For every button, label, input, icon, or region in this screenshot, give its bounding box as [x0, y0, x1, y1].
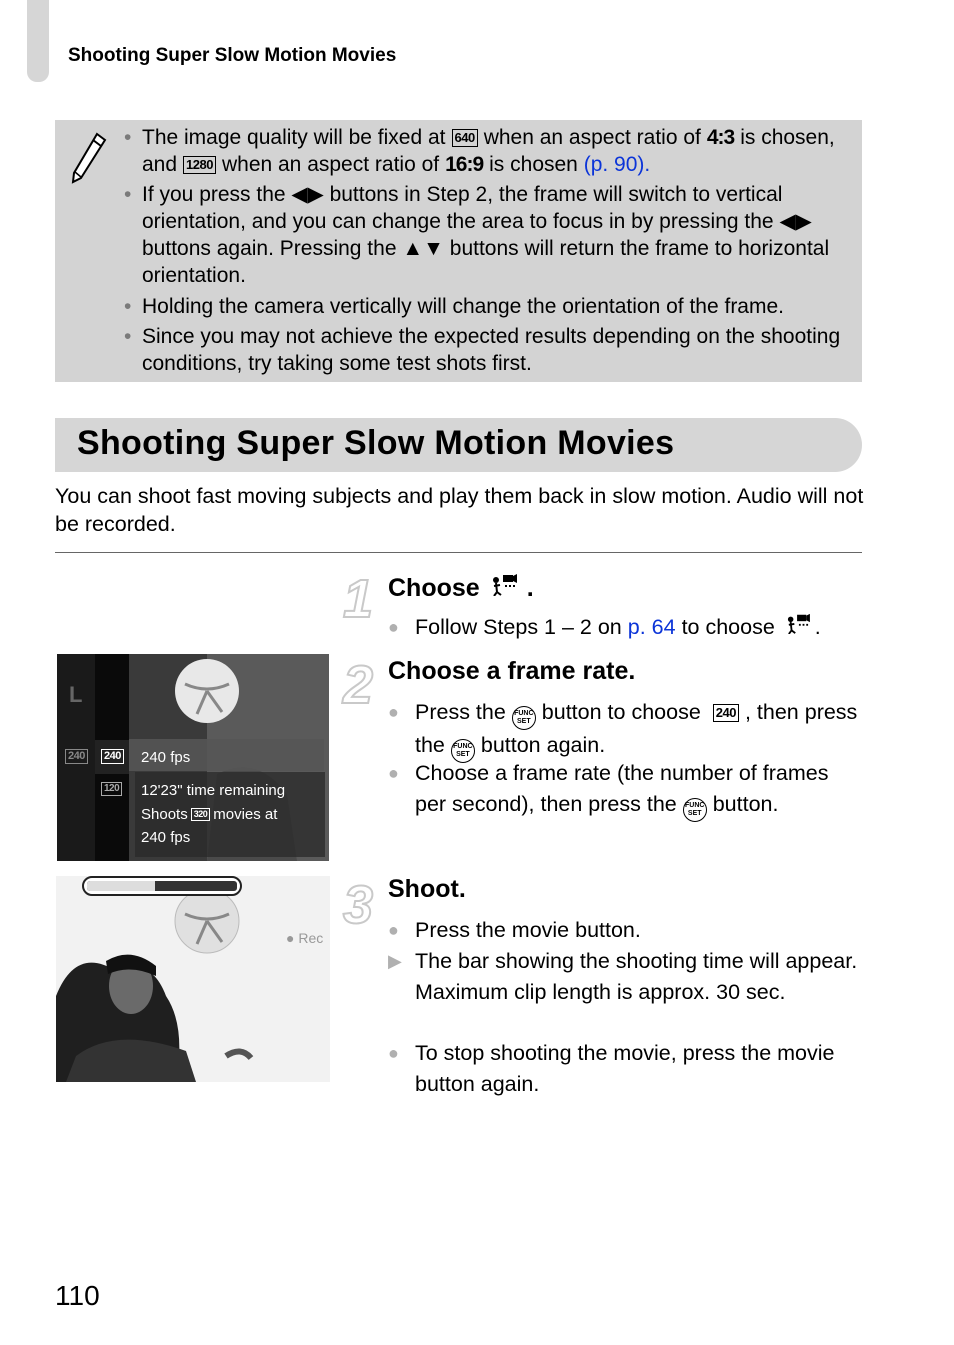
size-l-icon: L	[69, 682, 83, 707]
shoots-fps: 240 fps	[141, 829, 191, 846]
divider	[55, 552, 862, 553]
bullet-dot: •	[124, 295, 132, 318]
shooting-time-bar	[82, 876, 242, 896]
camera-screen-shooting	[56, 876, 330, 1082]
shoots-text: movies at	[213, 806, 278, 823]
rec-label: Rec	[298, 930, 324, 946]
note-text: is chosen, and	[142, 126, 835, 176]
note-text: buttons in Step 2, the frame will switch to vertical orientation, and you can change the area to focus in by pressing the	[142, 183, 783, 233]
step-heading: Choose a frame rate.	[388, 657, 636, 685]
rec-dot-icon: ●	[286, 930, 295, 946]
fps-label: 240 fps	[141, 749, 191, 766]
bullet-text: to choose	[681, 615, 775, 639]
note-text: when an aspect ratio of	[483, 126, 701, 149]
note-text: If you press the	[142, 183, 286, 206]
step-heading-text: Choose	[388, 574, 480, 602]
shooting-time-fill	[87, 881, 155, 891]
bullet-text: button.	[712, 791, 779, 816]
note-text: Since you may not achieve the expected results depending on the shooting conditions, try taking some test shots first.	[142, 325, 841, 375]
side-tab	[27, 0, 49, 82]
note-text: The image quality will be fixed at	[142, 126, 446, 149]
step-number: 2	[343, 655, 374, 715]
note-text: buttons will return the frame to horizontal orientation.	[142, 237, 830, 287]
step-bullet	[388, 612, 865, 643]
bullet-circle-icon: ●	[388, 763, 399, 783]
bullet-text: Press the movie button.	[415, 918, 641, 942]
intro-paragraph: You can shoot fast moving subjects and play them back in slow motion. Audio will not be recorded.	[55, 484, 864, 536]
page-number: 110	[55, 1280, 100, 1311]
note-text: is chosen	[489, 153, 578, 176]
func-set-button-icon: FUNC SET	[451, 739, 475, 763]
ratio-4-3-icon: 4:3	[706, 126, 735, 149]
quality-1280-icon: 1280	[183, 156, 216, 174]
shooting-time-track	[87, 881, 237, 891]
slow-motion-mode-icon	[785, 614, 811, 639]
note-box	[55, 120, 862, 382]
quality-320-icon: 320	[191, 808, 211, 821]
note-item	[124, 181, 842, 289]
page-link[interactable]: p. 64	[627, 615, 676, 639]
bullet-dot: •	[124, 183, 132, 206]
step-heading	[388, 572, 534, 603]
slow-motion-mode-icon-graphic	[785, 612, 811, 634]
step-heading: Shoot.	[388, 875, 466, 903]
note-item	[124, 293, 842, 320]
step-bullet	[388, 1038, 865, 1099]
note-text: buttons again. Pressing the	[142, 237, 397, 260]
frame-rate-240-dim-icon: 240	[65, 749, 88, 764]
rec-indicator	[286, 930, 323, 946]
section-title-bar	[55, 418, 862, 472]
step-bullet	[388, 915, 865, 946]
page-link[interactable]: (p. 90).	[583, 153, 651, 176]
bullet-text: , then press the	[415, 700, 858, 757]
note-item	[124, 124, 842, 178]
step-bullet	[388, 946, 865, 1007]
bullet-dot: •	[124, 325, 132, 348]
bullet-circle-icon: ●	[388, 1043, 399, 1063]
left-right-arrows-icon: ◀▶	[291, 183, 324, 206]
left-right-arrows-icon: ◀▶	[779, 210, 812, 233]
frame-rate-240-selected-icon[interactable]: 240	[101, 749, 124, 764]
step-number: 1	[343, 569, 374, 629]
frame-rate-240-icon: 240	[713, 704, 739, 722]
note-text: Holding the camera vertically will change the orientation of the frame.	[142, 295, 784, 318]
running-head: Shooting Super Slow Motion Movies	[68, 45, 397, 66]
up-down-arrows-icon: ▲▼	[402, 237, 444, 260]
bullet-text: The bar showing the shooting time will appear. Maximum clip length is approx. 30 sec.	[415, 949, 858, 1004]
note-item	[124, 323, 842, 377]
frame-rate-120-icon[interactable]: 120	[101, 782, 122, 796]
bullet-text: Press the	[415, 700, 506, 724]
slow-motion-mode-icon	[491, 576, 523, 601]
bullet-text: To stop shooting the movie, press the movie button again.	[415, 1041, 835, 1096]
shoots-text: Shoots	[141, 806, 188, 823]
camera-screen-frame-rate	[57, 654, 329, 861]
step-heading-end: .	[526, 574, 534, 602]
func-set-button-icon: FUNC SET	[683, 798, 707, 822]
bullet-circle-icon: ●	[388, 702, 399, 722]
bullet-dot: •	[124, 126, 132, 149]
ratio-16-9-icon: 16:9	[445, 153, 484, 176]
bullet-text: Choose a frame rate (the number of frames per second), then press the	[415, 761, 829, 816]
section-title: Shooting Super Slow Motion Movies	[77, 424, 675, 462]
step-bullet	[388, 758, 865, 822]
quality-640-icon: 640	[452, 129, 478, 147]
pencil-icon	[69, 130, 109, 186]
func-set-button-icon: FUNC SET	[512, 706, 536, 730]
bullet-circle-icon: ●	[388, 617, 399, 637]
result-triangle-icon: ▶	[388, 951, 402, 971]
time-remaining: 12'23" time remaining	[141, 782, 286, 799]
bullet-text: .	[814, 615, 821, 639]
bullet-circle-icon: ●	[388, 920, 399, 940]
note-text: when an aspect ratio of	[221, 153, 440, 176]
bullet-text: button to choose	[541, 700, 701, 724]
slow-motion-mode-icon-graphic	[491, 572, 517, 596]
step-bullet	[388, 697, 865, 763]
camera-screen-graphic	[56, 876, 330, 1082]
shoots-line	[141, 806, 277, 823]
step-number: 3	[343, 875, 374, 935]
bullet-text: Follow Steps 1 – 2 on	[415, 615, 622, 639]
bullet-text: button again.	[480, 733, 606, 757]
camera-screen-graphic	[57, 654, 329, 861]
